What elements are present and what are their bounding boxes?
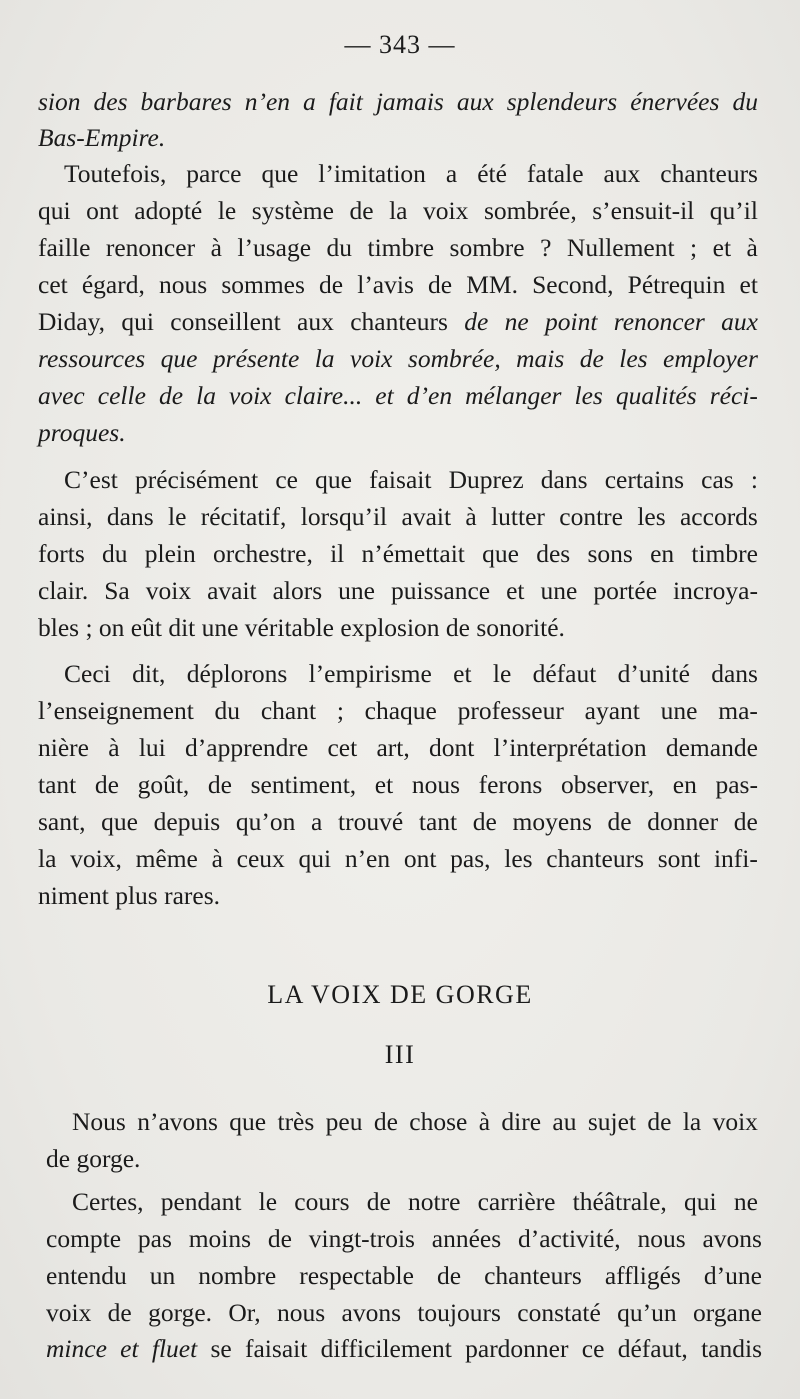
text-line: C’est précisément ce que faisait Duprez dans certains cas : (64, 465, 758, 494)
text-line: cet égard, nous sommes de l’avis de MM. Second, Pétrequin et (38, 270, 758, 299)
text-line: Toutefois, parce que l’imitation a été fatale aux chanteurs (64, 159, 758, 188)
section-number: III (384, 1040, 416, 1069)
text-line: ressources que présente la voix sombrée, mais de les employer (38, 344, 758, 373)
page-number: — 343 — (344, 30, 456, 59)
text-line: l’enseignement du chant ; chaque professeur ayant une ma- (38, 696, 758, 725)
text-line: Bas-Empire. (38, 123, 166, 152)
text-line: Nous n’avons que très peu de chose à dire au sujet de la voix (72, 1107, 758, 1136)
text-line: entendu un nombre respectable de chanteurs affligés d’une (46, 1261, 762, 1290)
text-line: compte pas moins de vingt-trois années d’activité, nous avons (46, 1224, 762, 1253)
text-line: ainsi, dans le récitatif, lorsqu’il avait à lutter contre les accords (38, 502, 758, 531)
text-line: clair. Sa voix avait alors une puissance et une portée incroya- (38, 576, 758, 605)
text-line: sion des barbares n’en a fait jamais aux splendeurs énervées du (38, 87, 758, 116)
text-line: niment plus rares. (38, 881, 220, 910)
text-line: qui ont adopté le système de la voix sombrée, s’ensuit-il qu’il (38, 196, 758, 225)
text-line: tant de goût, de sentiment, et nous ferons observer, en pas- (38, 770, 758, 799)
text-line: mince et fluet se faisait difficilement pardonner ce défaut, tandis (46, 1334, 762, 1363)
text-line: bles ; on eût dit une véritable explosion de sonorité. (38, 613, 565, 642)
text-line: de gorge. (46, 1144, 141, 1173)
text-line: voix de gorge. Or, nous avons toujours constaté qu’un organe (46, 1298, 762, 1327)
text-line: avec celle de la voix claire... et d’en mélanger les qualités réci- (38, 381, 758, 410)
text-line: faille renoncer à l’usage du timbre sombre ? Nullement ; et à (38, 233, 758, 262)
text-line: forts du plein orchestre, il n’émettait que des sons en timbre (38, 539, 758, 568)
text-line: Certes, pendant le cours de notre carrière théâtrale, qui ne (72, 1187, 758, 1216)
text-line: Ceci dit, déplorons l’empirisme et le défaut d’unité dans (64, 659, 758, 688)
section-title: LA VOIX DE GORGE (267, 980, 533, 1009)
text-line: nière à lui d’apprendre cet art, dont l’interprétation demande (38, 733, 758, 762)
text-line: la voix, même à ceux qui n’en ont pas, les chanteurs sont infi- (38, 844, 758, 873)
text-line: proques. (38, 418, 126, 447)
text-line: Diday, qui conseillent aux chanteurs de ne point renoncer aux (38, 307, 758, 336)
text-line: sant, que depuis qu’on a trouvé tant de moyens de donner de (38, 807, 758, 836)
